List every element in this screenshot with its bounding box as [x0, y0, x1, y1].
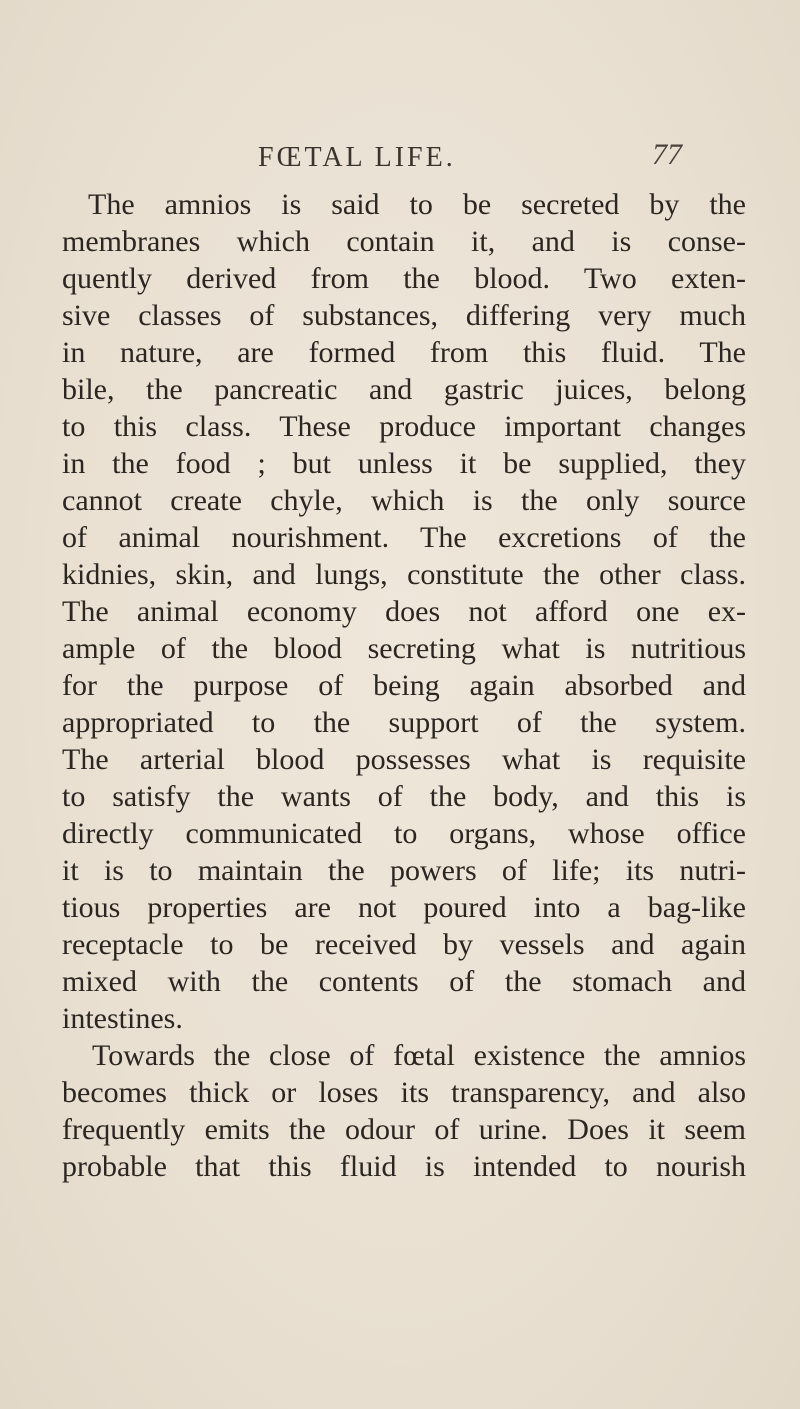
paragraph-1 — [62, 186, 746, 1037]
text-line: The animal economy does not afford one ex- — [62, 595, 746, 628]
page-header — [258, 138, 708, 186]
text-line: to this class. These produce important changes — [62, 410, 746, 443]
text-line: quently derived from the blood. Two exten- — [62, 262, 746, 295]
text-line: sive classes of substances, differing very much — [62, 299, 746, 332]
text-line: tious properties are not poured into a bag-like — [62, 891, 746, 924]
text-line: becomes thick or loses its transparency, and also — [62, 1076, 746, 1109]
text-line: directly communicated to organs, whose office — [62, 817, 746, 850]
text-line: ample of the blood secreting what is nutritious — [62, 632, 746, 665]
text-line: it is to maintain the powers of life; its nutri- — [62, 854, 746, 887]
running-title: FŒTAL LIFE. — [258, 142, 456, 173]
text-line: frequently emits the odour of urine. Does it seem — [62, 1113, 746, 1146]
text-line: appropriated to the support of the system. — [62, 706, 746, 739]
text-line: in the food ; but unless it be supplied, they — [62, 447, 746, 480]
text-line: of animal nourishment. The excretions of the — [62, 521, 746, 554]
text-line: in nature, are formed from this fluid. The — [62, 336, 746, 369]
text-line: receptacle to be received by vessels and again — [62, 928, 746, 961]
text-line: mixed with the contents of the stomach and — [62, 965, 746, 998]
text-line: cannot create chyle, which is the only source — [62, 484, 746, 517]
paragraph-2 — [62, 1037, 746, 1185]
text-line: for the purpose of being again absorbed and — [62, 669, 746, 702]
text-line: to satisfy the wants of the body, and this is — [62, 780, 746, 813]
text-line: membranes which contain it, and is conse- — [62, 225, 746, 258]
text-line: probable that this fluid is intended to nourish — [62, 1150, 746, 1183]
text-line: kidnies, skin, and lungs, constitute the other class. — [62, 558, 746, 591]
text-line: intestines. — [62, 1002, 183, 1035]
text-line: The arterial blood possesses what is requisite — [62, 743, 746, 776]
body-text — [62, 186, 746, 1185]
page-number: 77 — [652, 138, 682, 171]
text-line: bile, the pancreatic and gastric juices, belong — [62, 373, 746, 406]
text-line: Towards the close of fœtal existence the amnios — [92, 1039, 746, 1072]
text-line: The amnios is said to be secreted by the — [88, 188, 746, 221]
